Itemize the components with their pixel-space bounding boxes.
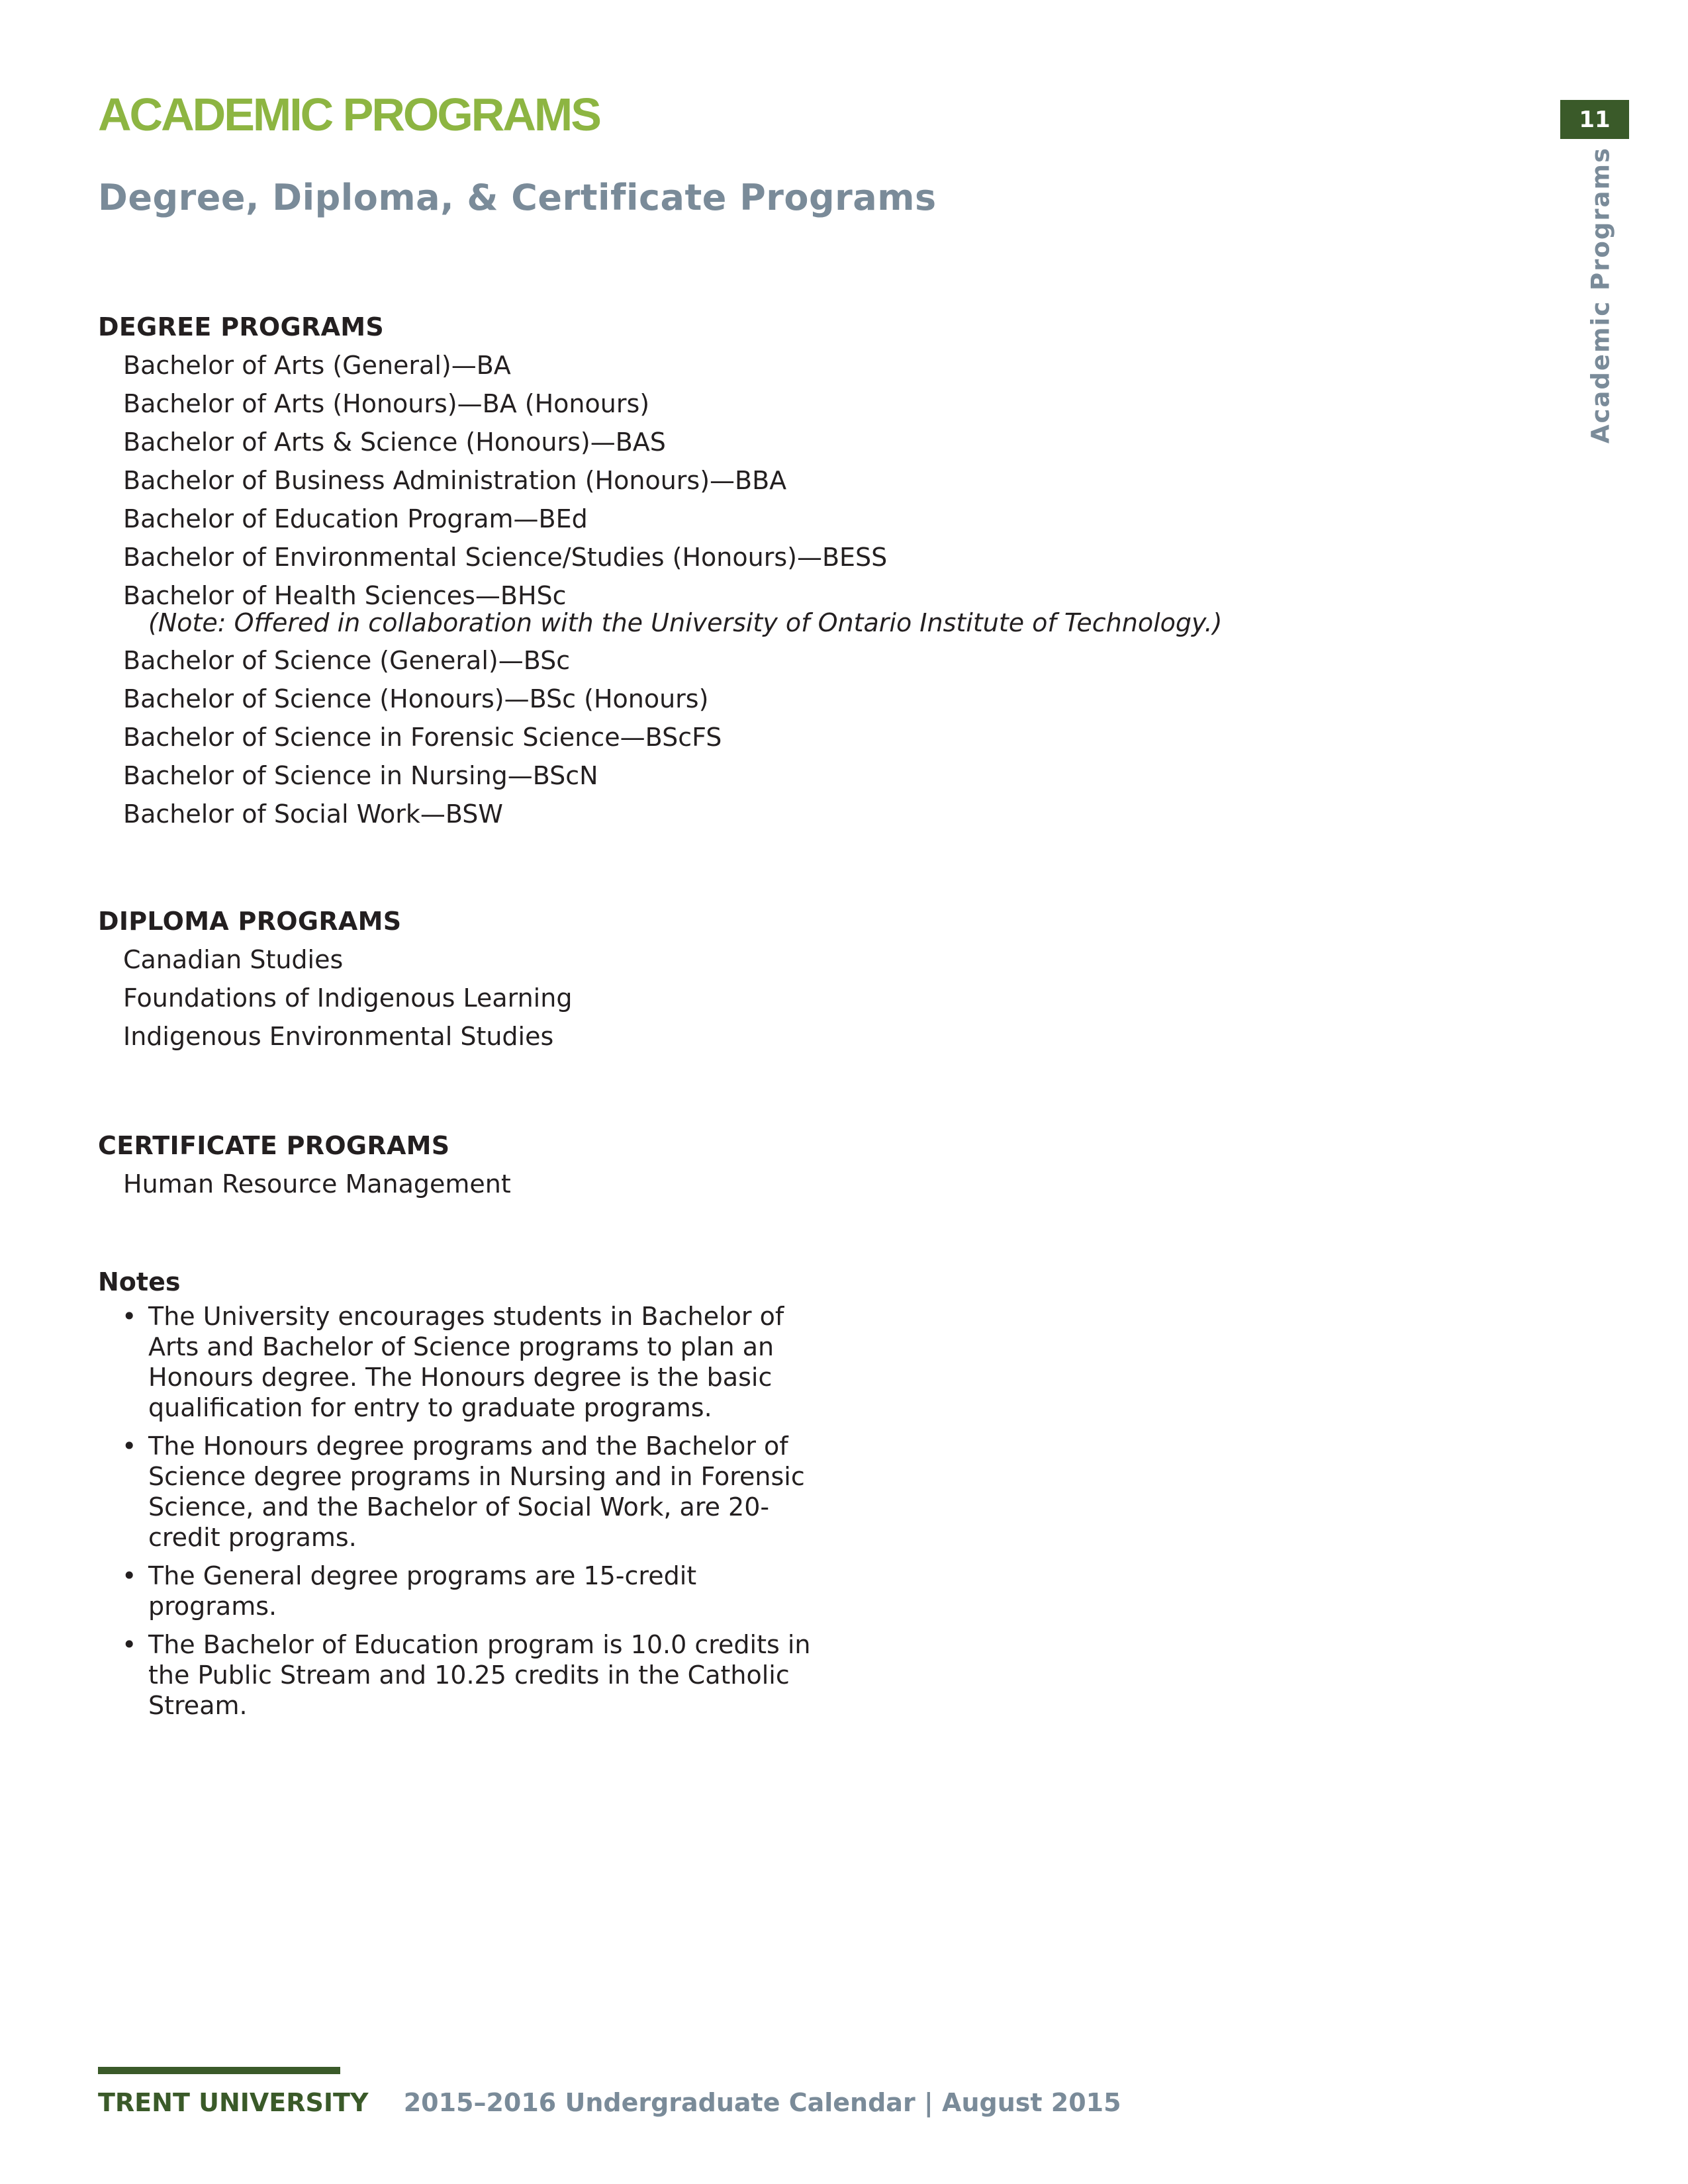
page-subtitle: Degree, Diploma, & Certificate Programs: [98, 177, 937, 218]
certificate-programs-heading: CERTIFICATE PROGRAMS: [98, 1131, 450, 1160]
page-title: ACADEMIC PROGRAMS: [98, 89, 600, 140]
note-text: The General degree programs are 15-credit programs.: [148, 1561, 697, 1621]
degree-program-item-bhsc: [123, 576, 1289, 636]
degree-programs-section: [98, 308, 1289, 833]
diploma-programs-section: [98, 902, 1289, 1056]
footer-university: TRENT UNIVERSITY: [98, 2088, 369, 2117]
bullet-icon: •: [122, 1561, 137, 1590]
notes-list: [98, 1301, 826, 1721]
degree-program-item: Bachelor of Science in Nursing—BScN: [123, 761, 598, 790]
diploma-program-item: Foundations of Indigenous Learning: [123, 983, 573, 1013]
degree-program-item: Bachelor of Arts & Science (Honours)—BAS: [123, 428, 666, 457]
degree-program-item: Bachelor of Education Program—BEd: [123, 504, 588, 533]
page-number-badge: 11: [1560, 100, 1629, 139]
note-text: The University encourages students in Bachelor of Arts and Bachelor of Science programs to plan an Honours degree. The Honours degree is the basic qualification for entry to graduate programs.: [148, 1302, 784, 1422]
degree-program-item: Bachelor of Science in Forensic Science—BScFS: [123, 723, 722, 752]
note-item: [98, 1431, 826, 1553]
degree-program-item: Bachelor of Arts (Honours)—BA (Honours): [123, 389, 650, 418]
diploma-program-item: Canadian Studies: [123, 945, 344, 974]
bullet-icon: •: [122, 1630, 137, 1659]
degree-program-item: Bachelor of Science (Honours)—BSc (Honours): [123, 684, 709, 713]
degree-program-item: Bachelor of Social Work—BSW: [123, 799, 503, 829]
degree-programs-heading: DEGREE PROGRAMS: [98, 312, 385, 341]
footer-calendar: 2015–2016 Undergraduate Calendar | August 2015: [403, 2088, 1121, 2117]
footer-rule: [98, 2067, 340, 2074]
note-item: [98, 1629, 826, 1721]
side-section-tab: [1561, 146, 1640, 444]
degree-program-item: Bachelor of Environmental Science/Studies (Honours)—BESS: [123, 543, 888, 572]
diploma-programs-list: [98, 940, 1289, 1056]
bullet-icon: •: [122, 1432, 137, 1461]
diploma-program-item: Indigenous Environmental Studies: [123, 1022, 554, 1051]
bullet-icon: •: [122, 1302, 137, 1331]
notes-heading: Notes: [98, 1267, 181, 1297]
degree-programs-list: [98, 346, 1289, 833]
note-item: [98, 1561, 826, 1621]
degree-program-item: Bachelor of Science (General)—BSc: [123, 646, 571, 675]
degree-program-item: Bachelor of Business Administration (Honours)—BBA: [123, 466, 787, 495]
notes-section: [98, 1263, 826, 1729]
degree-program-label: Bachelor of Health Sciences—BHSc: [123, 581, 567, 610]
bhsc-collaboration-note: (Note: Offered in collaboration with the University of Ontario Institute of Technology.): [148, 608, 1223, 637]
note-item: [98, 1301, 826, 1423]
certificate-program-item: Human Resource Management: [123, 1169, 511, 1199]
degree-program-item: Bachelor of Arts (General)—BA: [123, 351, 511, 380]
note-text: The Honours degree programs and the Bachelor of Science degree programs in Nursing and in Forensic Science, and the Bachelor of Social Work, are 20-credit programs.: [148, 1432, 805, 1552]
footer: [98, 2090, 1121, 2115]
certificate-programs-section: [98, 1126, 1289, 1203]
note-text: The Bachelor of Education program is 10.0 credits in the Public Stream and 10.25 credits in the Catholic Stream.: [148, 1630, 811, 1720]
certificate-programs-list: [98, 1165, 1289, 1203]
diploma-programs-heading: DIPLOMA PROGRAMS: [98, 907, 402, 936]
side-section-label: Academic Programs: [1586, 146, 1615, 444]
